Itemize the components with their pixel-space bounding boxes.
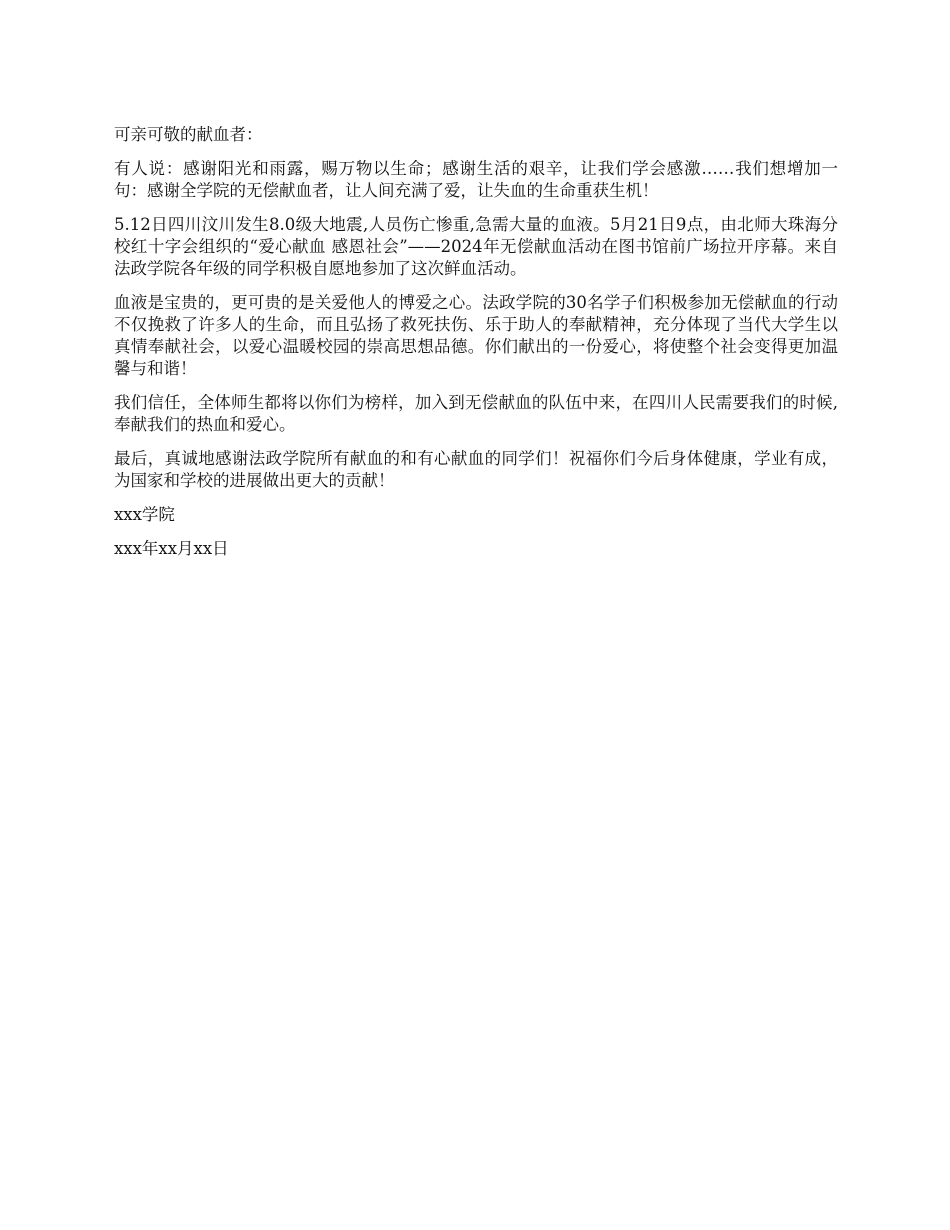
paragraph-4: 我们信任，全体师生都将以你们为榜样，加入到无偿献血的队伍中来，在四川人民需要我们的时候,奉献我们的热血和爱心。 <box>114 393 838 434</box>
paragraph-1: 有人说：感谢阳光和雨露，赐万物以生命；感谢生活的艰辛，让我们学会感激……我们想增加一句：感谢全学院的无偿献血者，让人间充满了爱，让失血的生命重获生机！ <box>114 159 838 200</box>
paragraph-3: 血液是宝贵的，更可贵的是关爱他人的博爱之心。法政学院的30名学子们积极参加无偿献血的行动不仅挽救了许多人的生命，而且弘扬了救死扶伤、乐于助人的奉献精神，充分体现了当代大学生以真情奉献社会，以爱心温暖校园的崇高思想品德。你们献出的一份爱心，将使整个社会变得更加温馨与和谐！ <box>114 293 838 378</box>
signature: xxx学院 <box>114 505 175 524</box>
letter-body <box>114 124 838 572</box>
date: xxx年xx月xx日 <box>114 539 229 558</box>
paragraph-5: 最后，真诚地感谢法政学院所有献血的和有心献血的同学们！祝福你们今后身体健康，学业有成，为国家和学校的进展做出更大的贡献！ <box>114 449 838 490</box>
salutation: 可亲可敬的献血者： <box>114 125 263 144</box>
paragraph-2: 5.12日四川汶川发生8.0级大地震,人员伤亡惨重,急需大量的血液。5月21日9点，由北师大珠海分校红十字会组织的“爱心献血 感恩社会”——2024年无偿献血活动在图书馆前广场拉开序幕。来自法政学院各年级的同学积极自愿地参加了这次鲜血活动。 <box>114 215 838 278</box>
